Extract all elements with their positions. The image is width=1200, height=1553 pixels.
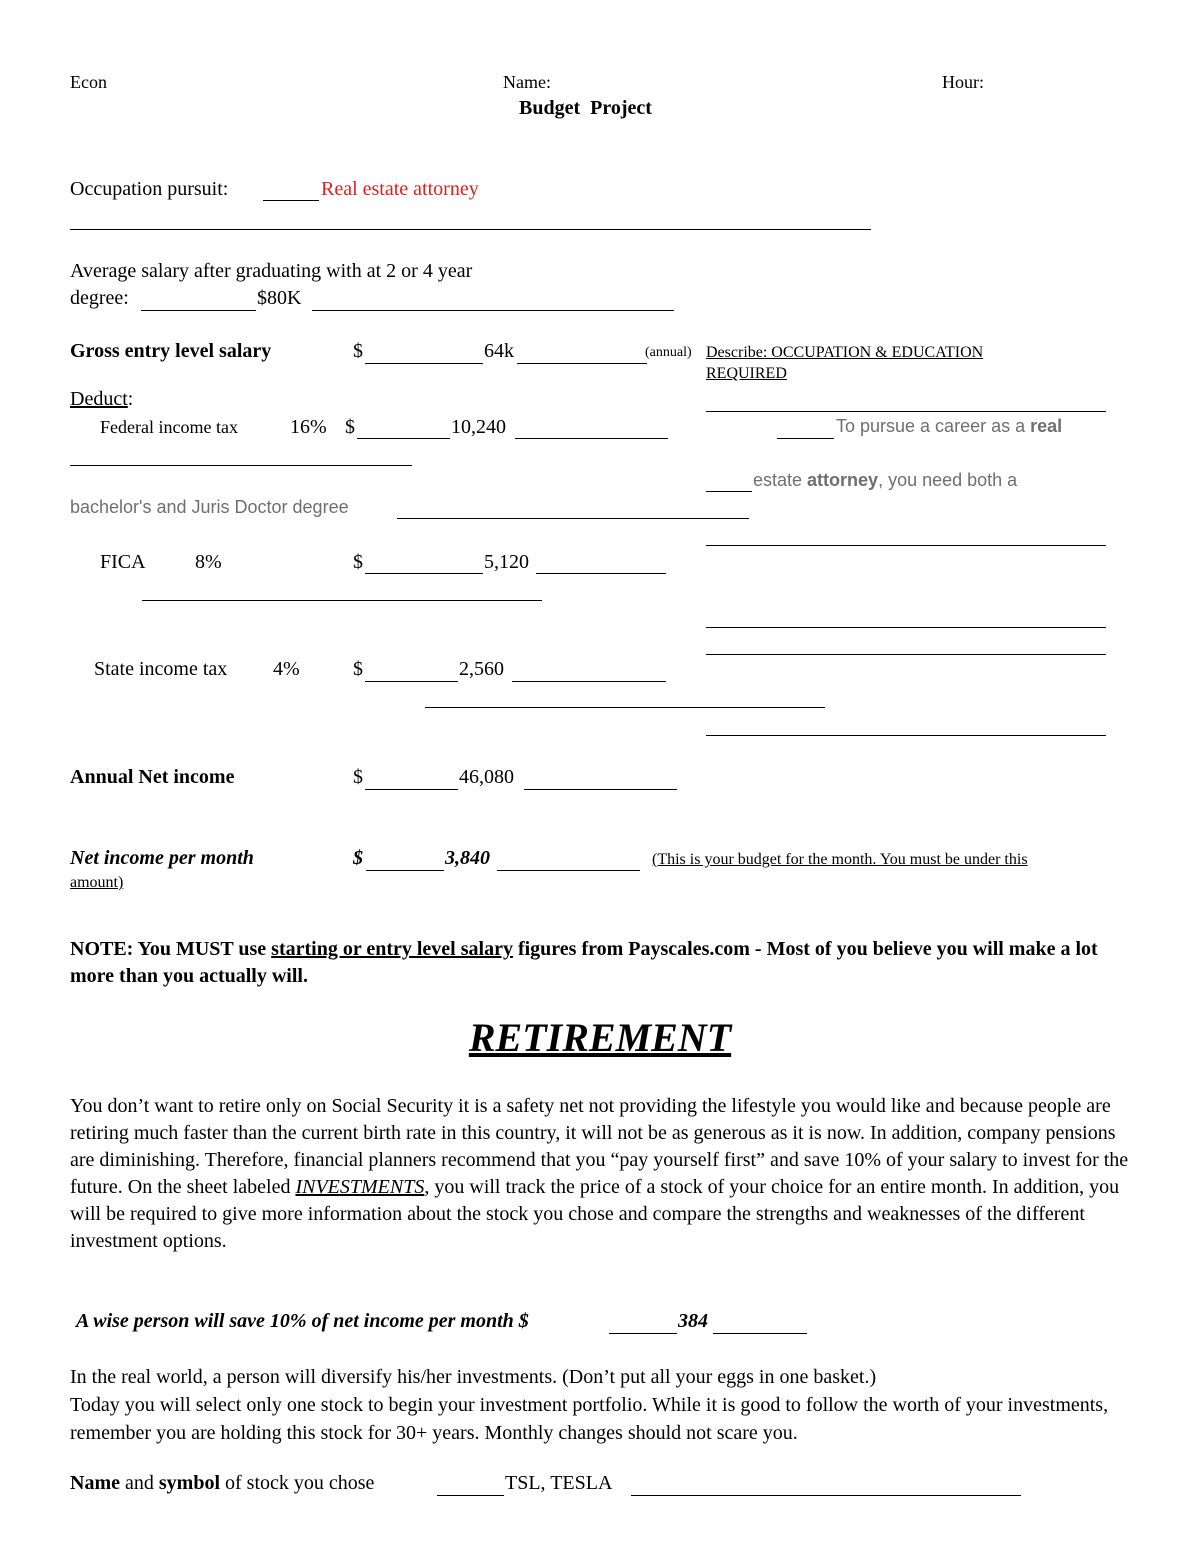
average-salary-value: $80K <box>257 287 302 309</box>
occupation-label: Occupation pursuit: <box>70 178 234 200</box>
monthly-net-currency: $ <box>353 847 363 869</box>
average-salary-degree-label: degree: <box>70 287 129 309</box>
federal-tax-percent: 16% <box>290 416 327 438</box>
monthly-net-value: 3,840 <box>445 847 490 869</box>
fica-percent: 8% <box>195 551 222 573</box>
retirement-paragraph: You don’t want to retire only on Social Security it is a safety net not providing the lifestyle you would like and because people are retiring much faster than the current birth rate in this country, it will not be as generous as it is now. In addition, company pensions are diminishing. Therefore, financial planners recommend that you “pay yourself first” and save 10% of your salary to invest for the future. On the sheet labeled INVESTMENTS, you will track the price of a stock of your choice for an entire month. In addition, you will be required to give more information about the stock you chose and compare the strengths and weaknesses of the different investment options. <box>70 1095 1129 1252</box>
describe-label-required: REQUIRED <box>706 365 787 382</box>
hour-label: Hour: <box>942 72 984 92</box>
state-currency: $ <box>353 658 363 680</box>
payscale-note: NOTE: You MUST use starting or entry level salary figures from Payscales.com - Most of you believe you will make a lot more than you actually will. <box>70 938 1098 987</box>
stock-label: Name and symbol of stock you chose <box>70 1472 380 1494</box>
annual-net-currency: $ <box>353 766 363 788</box>
annual-note: (annual) <box>645 345 692 360</box>
annual-net-label: Annual Net income <box>70 766 235 788</box>
federal-tax-value: 10,240 <box>451 416 506 438</box>
gross-currency: $ <box>353 340 363 362</box>
gross-salary-value: 64k <box>484 340 514 362</box>
monthly-budget-note: (This is your budget for the month. You must be under this <box>652 851 1028 868</box>
page-title: Budget Project <box>519 97 652 119</box>
state-tax-percent: 4% <box>273 658 300 680</box>
fica-label: FICA <box>100 551 146 573</box>
investments-sheet-reference: INVESTMENTS <box>295 1176 425 1198</box>
describe-text-line1: To pursue a career as a real <box>836 416 1063 436</box>
fica-value: 5,120 <box>484 551 529 573</box>
average-salary-label: Average salary after graduating with at 2 or 4 year <box>70 260 473 282</box>
occupation-value: Real estate attorney <box>321 178 479 200</box>
savings-label: A wise person will save 10% of net income per month $ <box>76 1310 529 1332</box>
fica-currency: $ <box>353 551 363 573</box>
state-tax-value: 2,560 <box>459 658 504 680</box>
annual-net-value: 46,080 <box>459 766 514 788</box>
describe-label: Describe: OCCUPATION & EDUCATION <box>706 344 984 361</box>
retirement-heading: RETIREMENT <box>468 1015 732 1060</box>
monthly-budget-note-cont: amount) <box>70 874 124 891</box>
federal-currency: $ <box>345 416 355 438</box>
occupation-answer-line <box>70 229 871 230</box>
federal-tax-label: Federal income tax <box>100 417 238 437</box>
diversify-paragraph: In the real world, a person will diversify his/her investments. (Don’t put all your eggs in one basket.) Today you will select only one stock to begin your investment portfolio. While it is good to follow the worth of your investments, remember you are holding this stock for 30+ years. Monthly changes should not scare you. <box>70 1366 1109 1444</box>
stock-value: TSL, TESLA <box>505 1472 613 1494</box>
class-label: Econ <box>70 72 107 92</box>
gross-salary-label: Gross entry level salary <box>70 340 272 362</box>
name-label: Name: <box>503 72 551 92</box>
savings-value: 384 <box>678 1310 708 1332</box>
deduct-label: Deduct <box>70 388 128 410</box>
describe-text-line2: estate attorney, you need both a <box>753 470 1018 490</box>
state-tax-label: State income tax <box>94 658 228 680</box>
monthly-net-label: Net income per month <box>70 847 254 869</box>
describe-text-line3: bachelor's and Juris Doctor degree <box>70 497 349 517</box>
